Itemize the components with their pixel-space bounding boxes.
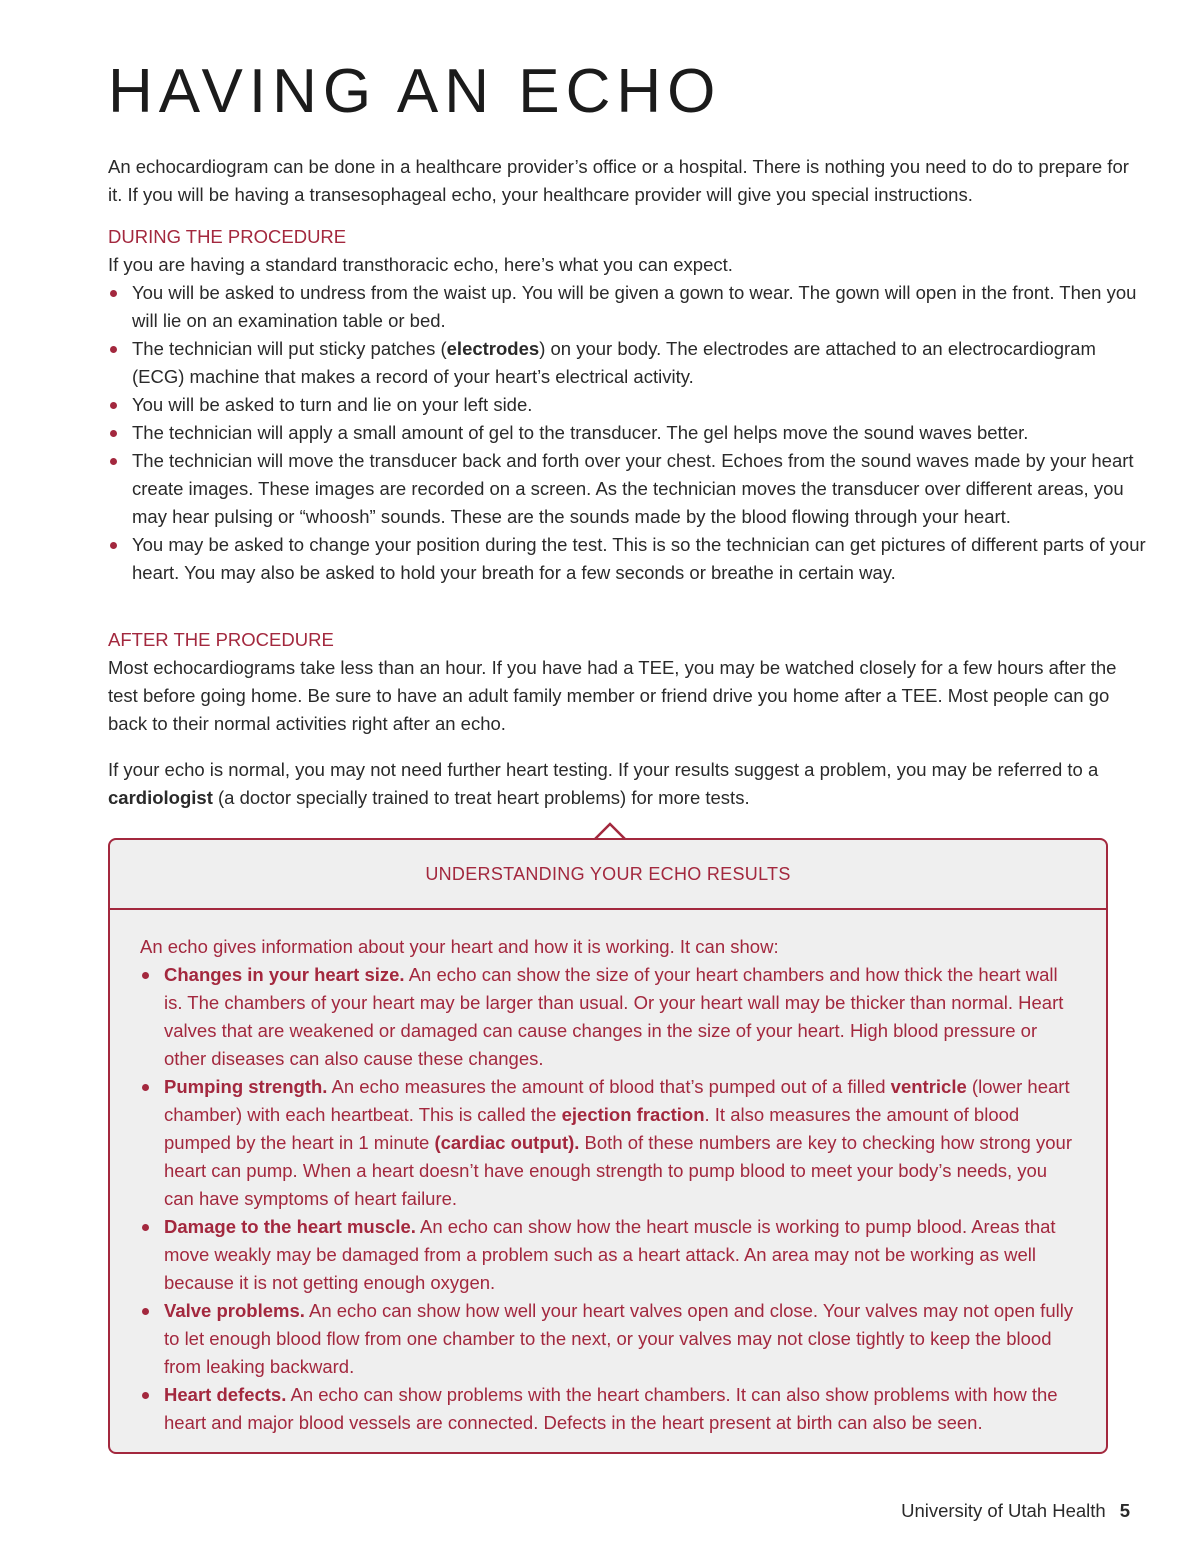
item-text: An echo can show how well your heart valves open and close. Your valves may not open fully to let enough blood flow from one chamber to the next, or your valves may not close tightly to keep the blood from leaking backward. [164, 1300, 1074, 1377]
term-cardiologist: cardiologist [108, 787, 213, 808]
page-footer [901, 1500, 1130, 1522]
term-ejection-fraction: ejection fraction [561, 1104, 705, 1125]
item-text: Both of these numbers are key to checking how strong your heart can pump. When a heart doesn’t have enough strength to pump blood to meet your body’s needs, you can have symptoms of heart failure. [164, 1132, 1072, 1209]
after-section [108, 626, 1148, 812]
list-item [108, 335, 1148, 391]
item-heading: Changes in your heart size. [164, 964, 405, 985]
after-paragraph-2 [108, 756, 1148, 812]
item-text: . It also measures the amount of blood pumped by the heart in 1 minute [164, 1104, 1020, 1153]
list-item-text: The technician will put sticky patches ( [132, 338, 447, 359]
list-item: The technician will move the transducer back and forth over your chest. Echoes from the sound waves made by your heart create images. These images are recorded on a screen. As the technician moves the transducer over different areas, you may hear pulsing or “whoosh” sounds. These are the sounds made by the blood flowing through your heart. [108, 447, 1148, 531]
list-item-text: ) on your body. The electrodes are attached to an electrocardiogram (ECG) machine that makes a record of your heart’s electrical activity. [132, 338, 1096, 387]
item-text: An echo measures the amount of blood that’s pumped out of a filled [327, 1076, 891, 1097]
term-electrodes: electrodes [446, 338, 540, 359]
list-item [140, 1073, 1080, 1213]
list-item [140, 961, 1080, 1073]
page-number: 5 [1119, 1500, 1130, 1521]
item-text: An echo can show problems with the heart chambers. It can also show problems with how the heart and major blood vessels are connected. Defects in the heart present at birth can also be seen. [164, 1384, 1058, 1433]
results-box-body [140, 933, 1080, 1437]
list-item: You will be asked to undress from the waist up. You will be given a gown to wear. The gown will open in the front. Then you will lie on an examination table or bed. [108, 279, 1148, 335]
during-lead: If you are having a standard transthoracic echo, here’s what you can expect. [108, 254, 733, 275]
after-paragraph-1: Most echocardiograms take less than an hour. If you have had a TEE, you may be watched closely for a few hours after the test before going home. Be sure to have an adult family member or friend drive you home after a TEE. Most people can go back to their normal activities right after an echo. [108, 657, 1117, 734]
results-box-header [110, 840, 1106, 910]
item-text: (lower heart chamber) with each heartbeat. This is called the [164, 1076, 1070, 1125]
during-heading: DURING THE PROCEDURE [108, 226, 347, 247]
during-section [108, 223, 1148, 587]
list-item [140, 1297, 1080, 1381]
item-text: An echo can show the size of your heart chambers and how thick the heart wall is. The chambers of your heart may be larger than usual. Or your heart wall may be thicker than normal. Heart valves that are weakened or damaged can cause changes in the size of your heart. High blood pressure or other diseases can also cause these changes. [164, 964, 1064, 1069]
list-item: You will be asked to turn and lie on your left side. [108, 391, 1148, 419]
item-heading: Valve problems. [164, 1300, 305, 1321]
item-heading: Heart defects. [164, 1384, 287, 1405]
list-item [140, 1381, 1080, 1437]
para-text: If your echo is normal, you may not need further heart testing. If your results suggest a problem, you may be referred to a [108, 759, 1099, 780]
term-ventricle: ventricle [890, 1076, 967, 1097]
footer-org: University of Utah Health [901, 1500, 1106, 1521]
item-heading: Damage to the heart muscle. [164, 1216, 416, 1237]
item-heading: Pumping strength. [164, 1076, 328, 1097]
during-list [108, 279, 1148, 587]
term-cardiac-output: (cardiac output). [434, 1132, 580, 1153]
results-list [140, 961, 1080, 1437]
para-text: (a doctor specially trained to treat heart problems) for more tests. [212, 787, 750, 808]
intro-paragraph: An echocardiogram can be done in a healthcare provider’s office or a hospital. There is nothing you need to do to prepare for it. If you will be having a transesophageal echo, your healthcare provider will give you special instructions. [108, 156, 1129, 205]
list-item: You may be asked to change your position during the test. This is so the technician can get pictures of different parts of your heart. You may also be asked to hold your breath for a few seconds or breathe in certain way. [108, 531, 1148, 587]
page-title: HAVING AN ECHO [108, 57, 722, 126]
list-item [140, 1213, 1080, 1297]
after-heading: AFTER THE PROCEDURE [108, 629, 334, 650]
item-text: An echo can show how the heart muscle is working to pump blood. Areas that move weakly may be damaged from a problem such as a heart attack. An area may not be working as well because it is not getting enough oxygen. [164, 1216, 1056, 1293]
list-item: The technician will apply a small amount of gel to the transducer. The gel helps move the sound waves better. [108, 419, 1148, 447]
results-callout-box [108, 838, 1108, 1454]
results-lead: An echo gives information about your heart and how it is working. It can show: [140, 936, 779, 957]
results-box-title: UNDERSTANDING YOUR ECHO RESULTS [425, 863, 791, 884]
